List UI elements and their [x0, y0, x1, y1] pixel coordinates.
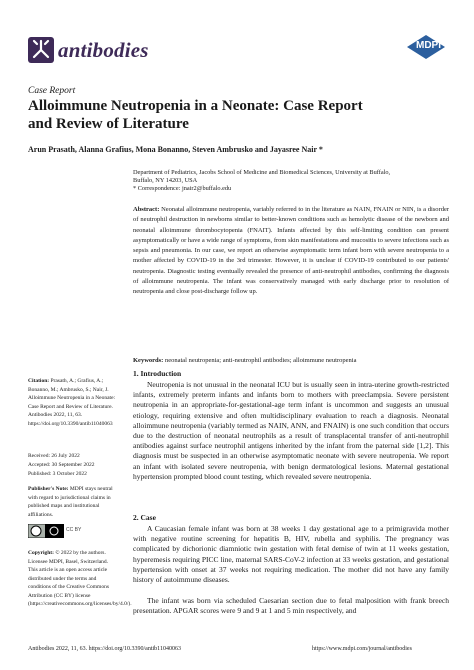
citation-block — [28, 377, 118, 428]
affiliation-line-1: Department of Pediatrics, Jacobs School of Medicine and Biomedical Sciences, University at Buffalo, — [133, 169, 391, 176]
keywords-text: neonatal neutropenia; anti-neutrophil antibodies; alloimmune neutropenia — [164, 357, 357, 364]
mdpi-logo-text: MDPI — [416, 40, 441, 51]
received-date: Received: 26 July 2022 — [28, 453, 80, 459]
journal-logo-icon — [28, 37, 54, 63]
affiliation-line-2: Buffalo, NY 14203, USA — [133, 177, 198, 184]
accepted-date: Accepted: 30 September 2022 — [28, 462, 95, 468]
footer-journal-link[interactable]: https://www.mdpi.com/journal/antibodies — [312, 646, 412, 652]
article-type: Case Report — [28, 86, 76, 96]
copyright-label: Copyright: — [28, 550, 54, 556]
citation-text[interactable]: Prasath, A.; Grafius, A.; Bonanno, M.; Ambrusko, S.; Nair, J. Alloimmune Neutropenia in a Neonate: Case Report and Review of Literature. Antibodies 2022, 11, 63. https://doi.org/10.3390/antib11040063 — [28, 378, 116, 427]
citation-label: Citation: — [28, 378, 50, 384]
correspondence-email[interactable]: * Correspondence: jnair2@buffalo.edu — [133, 185, 232, 192]
footer-citation[interactable]: Antibodies 2022, 11, 63. https://doi.org/10.3390/antib11040063 — [28, 646, 181, 652]
keywords-label: Keywords: — [133, 357, 164, 364]
journal-name: antibodies — [58, 38, 149, 62]
copyright-block — [28, 549, 132, 609]
article-title-line-2: and Review of Literature — [28, 116, 189, 132]
license-badge-text: CC BY — [66, 527, 82, 533]
cc-by-license-icon[interactable] — [28, 524, 64, 538]
abstract-text: Neonatal alloimmune neutropenia, variably referred to in the literature as NAIN, FNAIN or NIN, is a disorder of neutrophil destruction in newborns similar to better-known conditions such as hemolytic disease of the newborn and neonatal alloimmune thrombocytopenia (FNAIT). Infants affected by this self-limiting condition can present asymptomatically or have a wide range of symptoms, from skin manifestations and mucositis to severe infections such as sepsis and pneumonia. In our case, we report an otherwise asymptomatic term infant born with severe neutropenia to a mother affected by COVID-19 in the 3rd trimester. However, it is unclear if COVID-19 contributed to our patients' neutropenia. Diagnostic testing eventually revealed the presence of anti-neutrophil antibodies, confirming the diagnosis of alloimmune neutropenia. The infant was conservatively managed with early discharge prior to resolution of neutropenia and close post-discharge follow up. — [133, 206, 449, 295]
abstract-label: Abstract: — [133, 206, 160, 213]
publisher-note-label: Publisher's Note: — [28, 486, 69, 492]
publisher-note-text: MDPI stays neutral with regard to jurisdictional claims in published maps and institutional affiliations. — [28, 486, 113, 518]
publisher-note — [28, 485, 118, 519]
published-date: Published: 3 October 2022 — [28, 471, 87, 477]
article-title-line-1: Alloimmune Neutropenia in a Neonate: Case Report — [28, 98, 363, 114]
copyright-text: © 2022 by the authors. Licensee MDPI, Basel, Switzerland. This article is an open access article distributed under the terms and conditions of the Creative Commons Attribution (CC BY) license (https://creativecommons.org/licenses/by/4.0/). — [28, 550, 132, 607]
author-list: Arun Prasath, Alanna Grafius, Mona Bonanno, Steven Ambrusko and Jayasree Nair * — [28, 145, 323, 154]
abstract — [133, 205, 449, 297]
case-paragraph-2: The infant was born via scheduled Caesarian section due to fetal malposition with frank breech presentation. APGAR scores were 9 and 9 at 1 and 5 min respectively, and — [133, 596, 449, 616]
section-heading-introduction: 1. Introduction — [133, 369, 182, 378]
keywords — [133, 357, 449, 364]
case-paragraph-1: A Caucasian female infant was born at 38 weeks 1 day gestational age to a primigravida mother with negative routine screening for hepatitis B, HIV, rubella and syphilis. The pregnancy was complicated by dichorionic diamniotic twin gestation with fetal demise of twin at 11 weeks gestation, hyperemesis requiring PICC line, maternal SARS-CoV-2 infection at 33 weeks gestation, and gestational hypertension with onset at 37 weeks not requiring medication. The mother did not have any family history of autoimmune diseases. — [133, 524, 449, 585]
introduction-paragraph: Neutropenia is not unusual in the neonatal ICU but is usually seen in intra-uterine growth-restricted infants, extremely preterm infants and infants born to mothers with preeclampsia. Severe persistent neutropenia in an appropriate-for-gestational-age term infant is uncommon and suggests an unusual etiology, requiring extensive and often multidisciplinary evaluation to reach a diagnosis. Neonatal alloimmune neutropenia (variably termed as NAIN, ANN, and FNAIN) is one such condition that occurs due to the destruction of neonatal neutrophils as a result of transplacental transfer of anti-neutrophil antibodies against surface neutrophil antigens inherited by the infant from the paternal side [1,2]. This diagnosis must be suspected in an otherwise asymptomatic neonate with severe neutropenia. We report an infant with isolated severe neutropenia, with benign dermatological lesions. Maternal gestational hypertension prompted blood count testing, which revealed severe neutropenia. — [133, 380, 449, 481]
section-heading-case: 2. Case — [133, 513, 156, 522]
